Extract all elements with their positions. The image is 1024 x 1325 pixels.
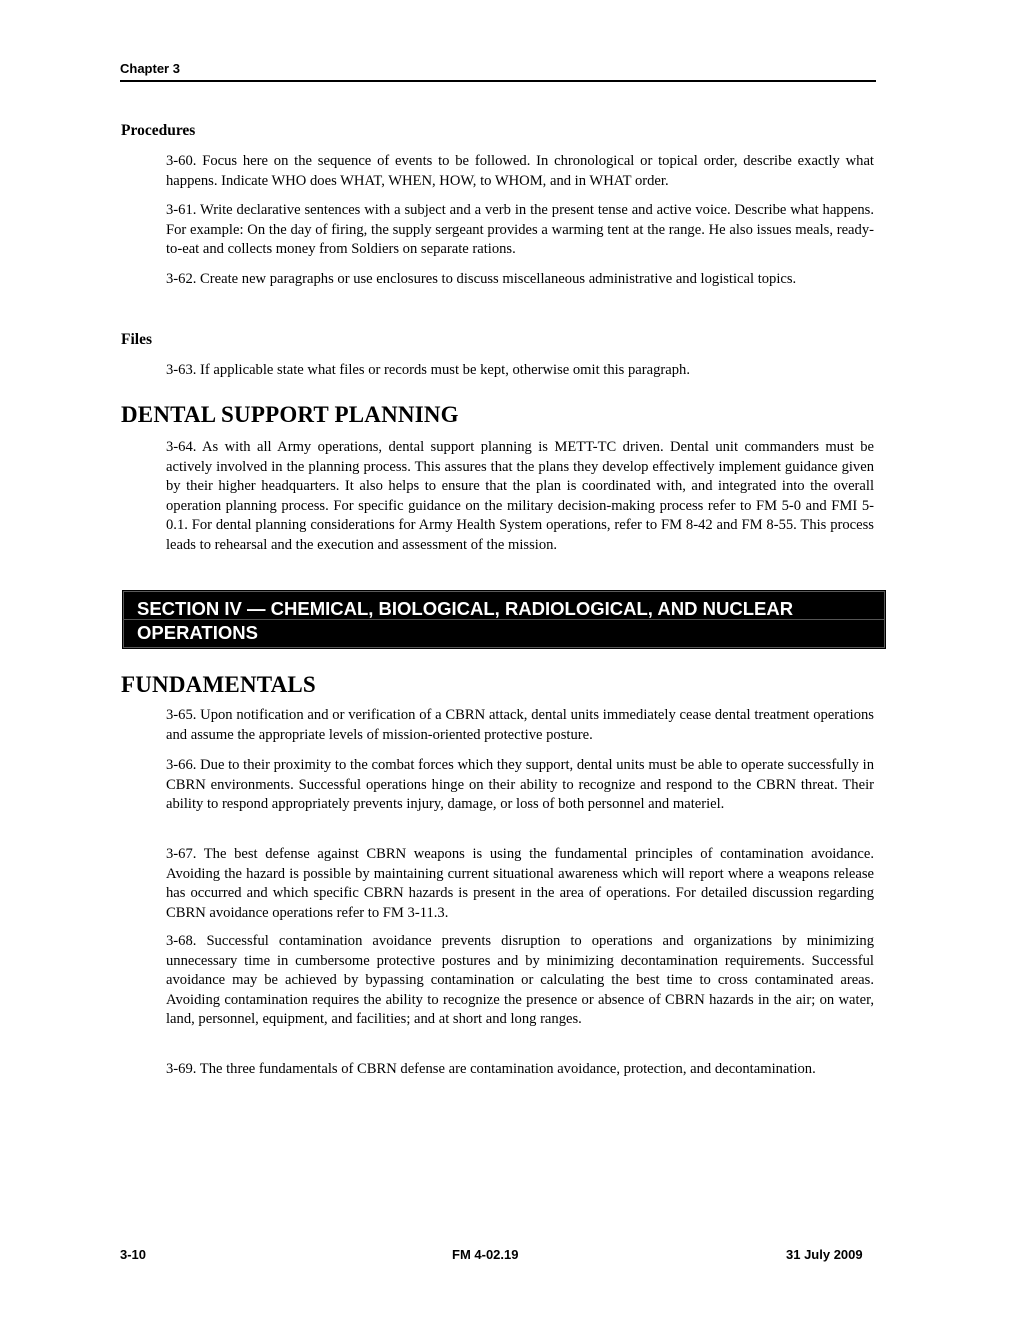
paragraph-3-68: 3-68. Successful contamination avoidance prevents disruption to operations and organizations by minimizing unnecessary time in cumbersome protective postures and by minimizing decontamination requirements. Successful avoidance may be achieved by bypassing contamination or calculating the best time to cross contaminated areas. Avoiding contamination requires the ability to recognize the presence or absence of CBRN hazards in the air; on water, land, personnel, equipment, and facilities; and at short and long ranges. [166, 933, 874, 1028]
paragraph-3-67: 3-67. The best defense against CBRN weapons is using the fundamental principles of contamination avoidance. Avoiding the hazard is possible by maintaining current situational awareness which will report where a weapons release has occurred and which specific CBRN hazards is present in the area of operations. For detailed discussion regarding CBRN avoidance operations refer to FM 3-11.3. [166, 846, 874, 921]
heading-procedures: Procedures [121, 122, 196, 139]
chapter-label: Chapter 3 [120, 61, 180, 76]
paragraph-3-65: 3-65. Upon notification and or verification of a CBRN attack, dental units immediately cease dental treatment operations and assume the appropriate levels of mission-oriented protective posture. [166, 707, 874, 743]
paragraph-3-61: 3-61. Write declarative sentences with a subject and a verb in the present tense and active voice. Describe what happens. For example: On the day of firing, the supply sergeant provides a warming tent at the range. He also issues meals, ready-to-eat and collects money from Soldiers on separate rations. [166, 202, 874, 258]
running-head [120, 61, 876, 82]
section-iv-title: SECTION IV — CHEMICAL, BIOLOGICAL, RADIOLOGICAL, AND NUCLEAR OPERATIONS [137, 598, 794, 643]
footer-document-id: FM 4-02.19 [452, 1247, 519, 1262]
footer-date: 31 July 2009 [786, 1247, 863, 1262]
footer-page-number: 3-10 [120, 1247, 147, 1262]
paragraph-3-63: 3-63. If applicable state what files or records must be kept, otherwise omit this paragraph. [166, 362, 690, 378]
paragraph-3-69: 3-69. The three fundamentals of CBRN defense are contamination avoidance, protection, and decontamination. [166, 1061, 816, 1077]
paragraph-3-64: 3-64. As with all Army operations, dental support planning is METT-TC driven. Dental unit commanders must be actively involved in the planning process. This assures that the plans they develop effectively implement guidance given by their higher headquarters. It also helps to ensure that the plan is coordinated with, and integrated into the overall operation planning process. For specific guidance on the military decision-making process refer to FM 5-0 and FMI 5-0.1. For dental planning considerations for Army Health System operations, refer to FM 8-42 and FM 8-55. This process leads to rehearsal and the execution and assessment of the mission. [166, 439, 874, 553]
heading-files: Files [121, 331, 152, 348]
heading-fundamentals: FUNDAMENTALS [121, 672, 316, 697]
paragraph-3-66: 3-66. Due to their proximity to the combat forces which they support, dental units must be able to operate successfully in CBRN environments. Successful operations hinge on their ability to recognize and respond to the CBRN threat. Their ability to respond appropriately prevents injury, damage, or loss of both personnel and materiel. [166, 757, 874, 813]
paragraph-3-62: 3-62. Create new paragraphs or use enclosures to discuss miscellaneous administrative and logistical topics. [166, 271, 797, 287]
paragraph-3-60: 3-60. Focus here on the sequence of events to be followed. In chronological or topical order, describe exactly what happens. Indicate WHO does WHAT, WHEN, HOW, to WHOM, and in WHAT order. [166, 153, 874, 189]
section-iv-banner [122, 590, 886, 649]
heading-dental-support-planning: DENTAL SUPPORT PLANNING [121, 402, 459, 427]
